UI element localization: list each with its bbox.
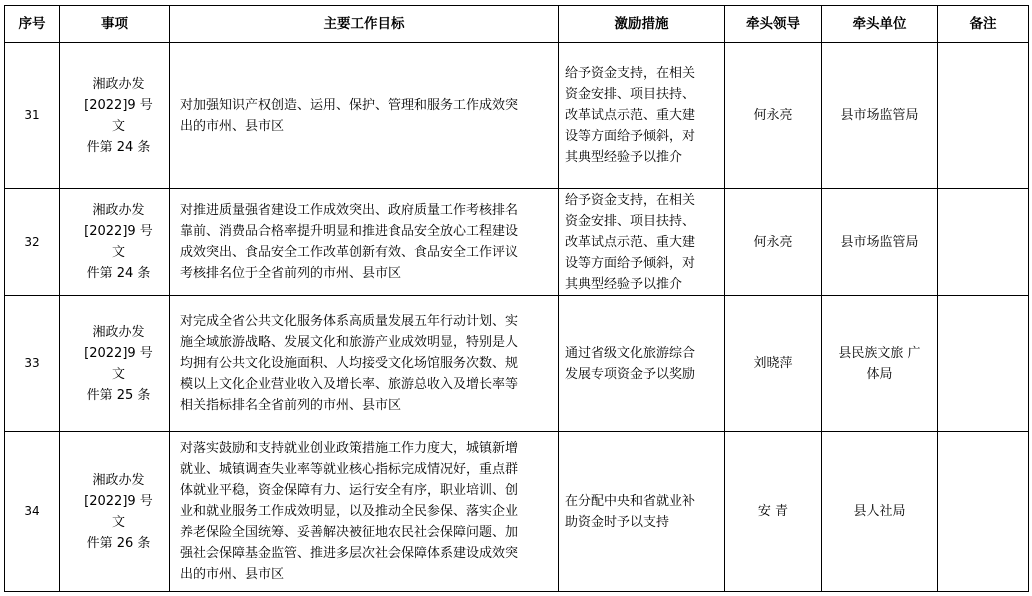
row-seq: 34	[5, 432, 60, 592]
row-seq: 32	[5, 189, 60, 296]
row-leader: 刘晓萍	[725, 296, 822, 432]
row-leader: 何永亮	[725, 43, 822, 189]
row-incentive: 给予资金支持，在相关 资金安排、项目扶持、 改革试点示范、重大建 设等方面给予倾斜，对 其典型经验予以推介	[565, 66, 696, 165]
header-row	[5, 6, 1029, 43]
row-unit: 县人社局	[853, 504, 906, 519]
row-matter: 湘政办发 [2022]9 号文 件第 24 条	[84, 203, 153, 281]
table-row	[5, 432, 1029, 592]
row-goal: 对落实鼓励和支持就业创业政策措施工作力度大，城镇新增 就业、城镇调查失业率等就业核心指标完成情况好，重点群 体就业平稳，资金保障有力、运行安全有序，职业培训、创 业和就业服务工作成效明显，以及推动全民参保、落实企业 养老保险全国统筹、妥善解决被征地农民社会保障问题、加 强社会保障基金监管、推进多层次社会保障体系建设成效突 出的市州、县市区	[180, 441, 519, 582]
row-unit: 县市场监管局	[840, 108, 919, 123]
header-remark: 备注	[938, 6, 1029, 43]
row-leader: 安 青	[725, 432, 822, 592]
header-seq: 序号	[5, 6, 60, 43]
header-unit: 牵头单位	[822, 6, 938, 43]
row-incentive: 给予资金支持，在相关 资金安排、项目扶持、 改革试点示范、重大建 设等方面给予倾斜，对 其典型经验予以推介	[565, 192, 696, 292]
row-unit: 县民族文旅 广 体局	[838, 345, 921, 382]
header-matter: 事项	[60, 6, 170, 43]
incentive-table	[4, 5, 1029, 592]
row-goal: 对推进质量强省建设工作成效突出、政府质量工作考核排名 靠前、消费品合格率提升明显和推进食品安全放心工程建设 成效突出、食品安全工作改革创新有效、食品安全工作评议 考核排名位于全省前列的市州、县市区	[180, 203, 519, 281]
row-seq: 31	[5, 43, 60, 189]
table-row	[5, 189, 1029, 296]
row-goal: 对加强知识产权创造、运用、保护、管理和服务工作成效突 出的市州、县市区	[180, 97, 519, 134]
row-matter: 湘政办发 [2022]9 号文 件第 25 条	[84, 324, 153, 403]
row-unit: 县市场监管局	[840, 234, 919, 250]
row-remark	[938, 432, 1029, 592]
table-row	[5, 296, 1029, 432]
row-incentive: 通过省级文化旅游综合 发展专项资金予以奖励	[565, 345, 696, 382]
row-remark	[938, 296, 1029, 432]
row-incentive: 在分配中央和省就业补 助资金时予以支持	[565, 493, 696, 530]
table-row	[5, 43, 1029, 189]
header-incentive: 激励措施	[559, 6, 725, 43]
row-seq: 33	[5, 296, 60, 432]
row-goal: 对完成全省公共文化服务体系高质量发展五年行动计划、实 施全域旅游战略、发展文化和旅游产业成效明显，特别是人 均拥有公共文化设施面积、人均接受文化场馆服务次数、规 模以上文化企业营业收入及增长率、旅游总收入及增长率等 相关指标排名全省前列的市州、县市区	[180, 314, 519, 413]
row-matter: 湘政办发 [2022]9 号文 件第 26 条	[84, 472, 153, 551]
row-matter: 湘政办发 [2022]9 号文 件第 24 条	[84, 76, 153, 155]
row-remark	[938, 43, 1029, 189]
row-remark	[938, 189, 1029, 296]
header-leader: 牵头领导	[725, 6, 822, 43]
header-goal: 主要工作目标	[170, 6, 559, 43]
row-leader: 何永亮	[725, 189, 822, 296]
